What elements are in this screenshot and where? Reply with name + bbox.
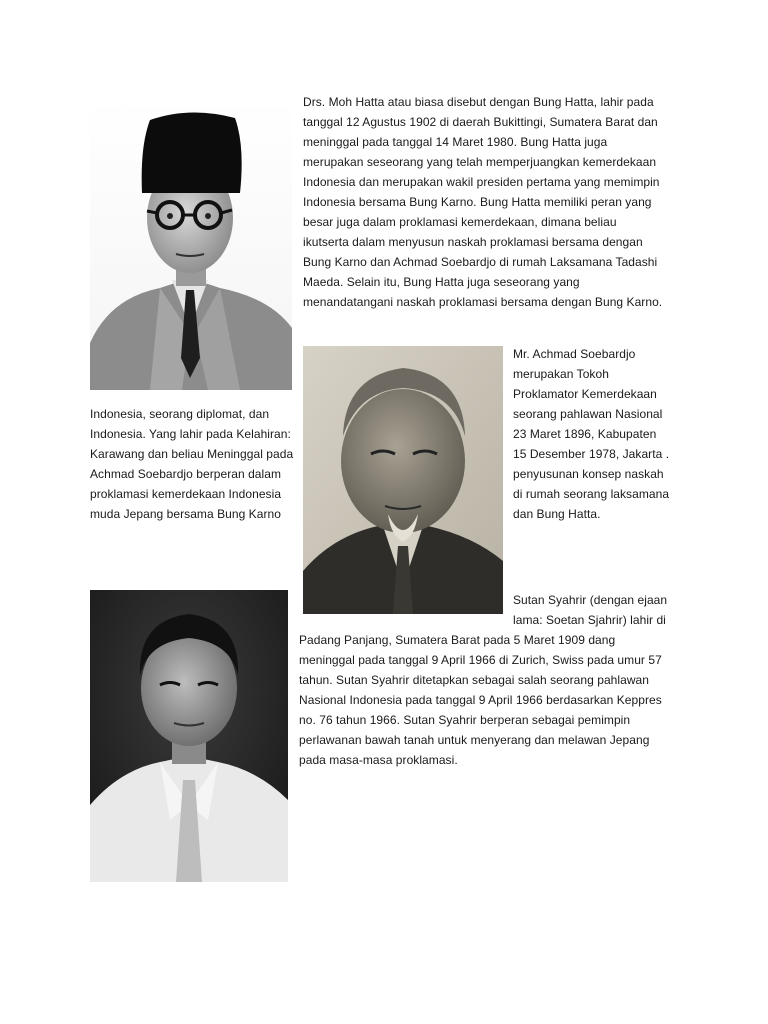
text-line: menandatangani naskah proklamasi bersama dengan Bung Karno. (303, 295, 663, 309)
text-line: meninggal pada tanggal 14 Maret 1980. Bung Hatta juga (303, 135, 608, 149)
text-line: penyusunan konsep naskah (513, 467, 664, 481)
text-line: merupakan seseorang yang telah memperjuangkan kemerdekaan (303, 155, 657, 169)
text-line: Drs. Moh Hatta atau biasa disebut dengan Bung Hatta, lahir pada (303, 95, 654, 109)
text-line: tahun. Sutan Syahrir ditetapkan sebagai salah seorang pahlawan (299, 673, 650, 687)
text-line: di rumah seorang laksamana (513, 487, 670, 501)
text-line: 15 Desember 1978, Jakarta . (513, 447, 670, 461)
text-line: no. 76 tahun 1966. Sutan Syahrir berperan sebagai pemimpin (299, 713, 631, 727)
text-line: Indonesia, seorang diplomat, dan (90, 407, 270, 421)
text-line: seorang pahlawan Nasional (513, 407, 663, 421)
photo-syahrir (90, 590, 288, 882)
text-line: Mr. Achmad Soebardjo (513, 347, 636, 361)
text-line: proklamasi kemerdekaan Indonesia (90, 487, 282, 501)
text-line: Indonesia dan merupakan wakil presiden pertama yang memimpin (303, 175, 660, 189)
text-line: dan Bung Hatta. (513, 507, 601, 521)
syahrir-paragraph (299, 630, 662, 770)
text-line: pada masa-masa proklamasi. (299, 753, 458, 767)
text-line: Achmad Soebardjo berperan dalam (90, 467, 282, 481)
text-line: muda Jepang bersama Bung Karno (90, 507, 281, 521)
text-line: Padang Panjang, Sumatera Barat pada 5 Maret 1909 dang (299, 633, 616, 647)
text-line: Indonesia. Yang lahir pada Kelahiran: (90, 427, 291, 441)
text-line: tanggal 12 Agustus 1902 di daerah Bukittingi, Sumatera Barat dan (303, 115, 658, 129)
text-line: Bung Karno dan Achmad Soebardjo di rumah Laksamana Tadashi (303, 255, 658, 269)
syahrir-intro (513, 590, 667, 630)
text-line: besar juga dalam proklamasi kemerdekaan, dimana beliau (303, 215, 617, 229)
photo-soebardjo (303, 346, 503, 614)
text-line: merupakan Tokoh (513, 367, 609, 381)
text-line: lama: Soetan Sjahrir) lahir di (513, 613, 666, 627)
text-line: ikutserta dalam menyusun naskah proklamasi bersama dengan (303, 235, 643, 249)
soebardjo-left-column (90, 404, 293, 524)
text-line: Sutan Syahrir (dengan ejaan (513, 593, 668, 607)
text-line: meninggal pada tanggal 9 April 1966 di Zurich, Swiss pada umur 57 (299, 653, 662, 667)
text-line: Indonesia bersama Bung Karno. Bung Hatta memiliki peran yang (303, 195, 652, 209)
text-line: 23 Maret 1896, Kabupaten (513, 427, 657, 441)
text-line: Nasional Indonesia pada tanggal 9 April 1966 berdasarkan Keppres (299, 693, 662, 707)
photo-hatta (90, 98, 292, 390)
hatta-paragraph (303, 92, 662, 312)
text-line: Proklamator Kemerdekaan (513, 387, 657, 401)
text-line: perlawanan bawah tanah untuk menyerang dan melawan Jepang (299, 733, 650, 747)
text-line: Karawang dan beliau Meninggal pada (90, 447, 294, 461)
text-line: Maeda. Selain itu, Bung Hatta juga seseorang yang (303, 275, 580, 289)
soebardjo-right-column (513, 344, 669, 524)
